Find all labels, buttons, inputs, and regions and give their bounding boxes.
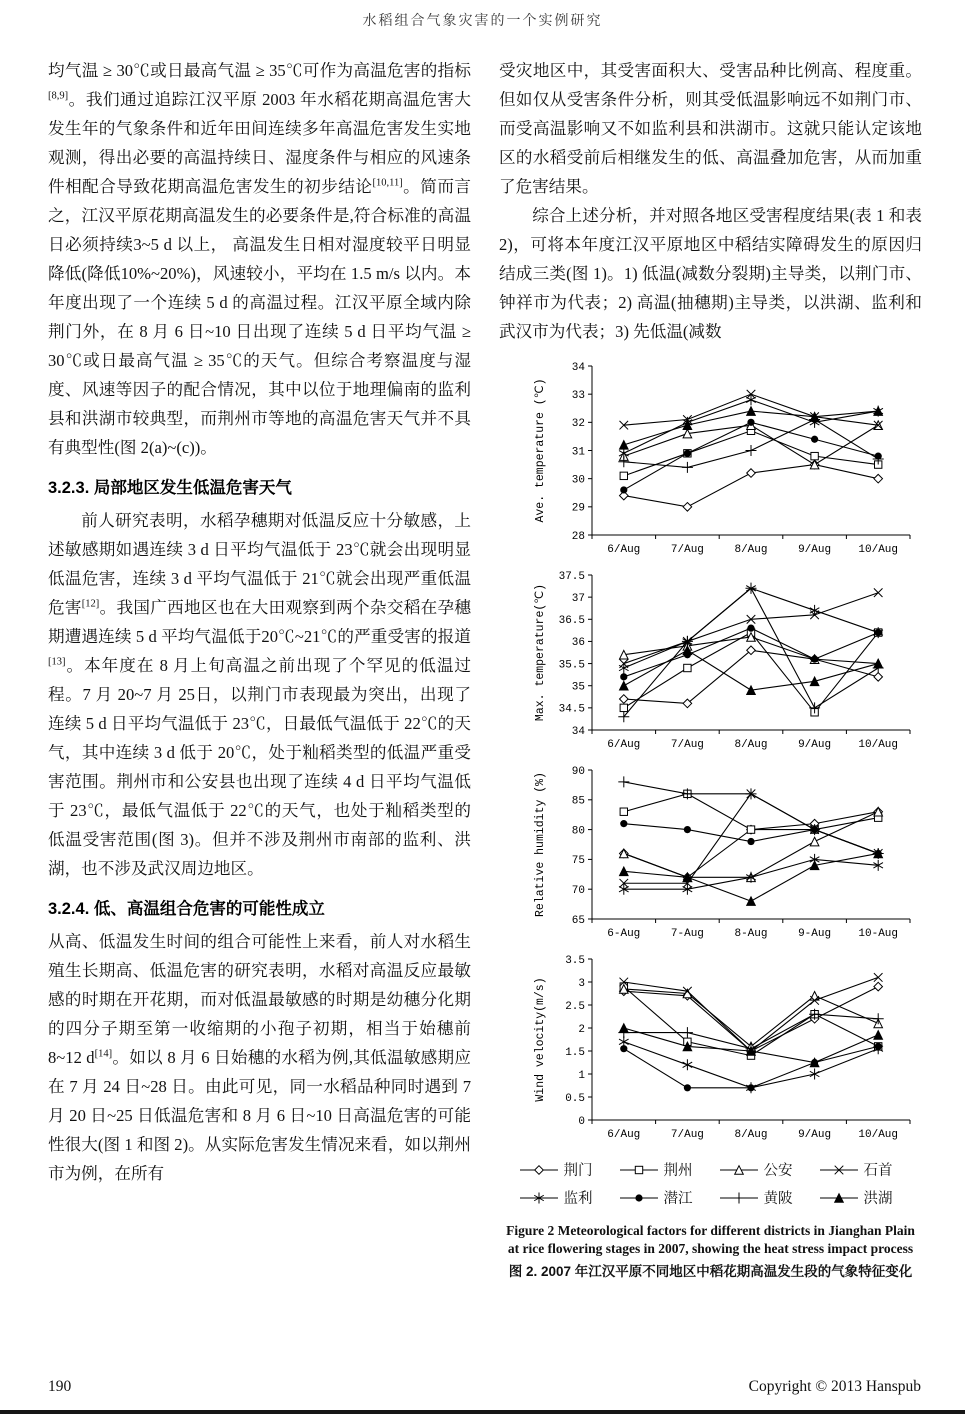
svg-text:Wind velocity(m/s): Wind velocity(m/s)	[534, 977, 547, 1102]
legend-item-triangle-filled	[819, 1187, 903, 1208]
svg-text:75: 75	[571, 855, 585, 868]
svg-text:9-Aug: 9-Aug	[798, 928, 832, 940]
chart-relative-humidity	[530, 760, 922, 946]
plus-marker-icon	[719, 1191, 759, 1205]
svg-text:37.5: 37.5	[558, 570, 585, 583]
svg-text:6/Aug: 6/Aug	[607, 544, 641, 556]
paragraph-combined-damage: 从高、低温发生时间的组合可能性上来看，前人对水稻生殖生长期高、低温危害的研究表明，水稻对高温反应最敏感的时期在开花期，而对低温最敏感的时期是幼穗分化期的四分子期至第一收缩期的小孢子初期，相当于始穗前 8~12 d[14]。如以 8 月 6 日始穗的水稻为例,其低温敏感期应在 7 月 24 日~28 日。由此可见，同一水稻品种同时遇到 7 月 20 日~25 日低温危害和 8 月 6 日~10 日高温危害的可能性很大(图 1 和图 2)。从实际危害发生情况来看，如以荆州市为例，在所有	[48, 932, 471, 1183]
svg-text:1: 1	[578, 1069, 585, 1082]
legend-label: 公安	[763, 1163, 793, 1179]
svg-text:9/Aug: 9/Aug	[798, 739, 832, 751]
legend-item-asterisk	[519, 1187, 603, 1208]
svg-text:3: 3	[578, 977, 585, 990]
svg-text:2.5: 2.5	[565, 1000, 585, 1013]
figure-caption-zh: 图 2. 2007 年江汉平原不同地区中稻花期高温发生段的气象特征变化	[508, 1263, 913, 1279]
svg-text:7-Aug: 7-Aug	[670, 928, 704, 940]
svg-text:70: 70	[571, 885, 585, 897]
svg-text:80: 80	[571, 825, 585, 838]
copyright-text: Copyright © 2013 Hanspub	[748, 1378, 921, 1395]
svg-text:35: 35	[571, 681, 585, 694]
legend-label: 荆门	[563, 1163, 593, 1179]
legend-item-plus	[719, 1187, 803, 1208]
svg-text:9/Aug: 9/Aug	[798, 1129, 832, 1141]
legend-item-diamond	[519, 1159, 603, 1180]
svg-text:6/Aug: 6/Aug	[607, 1129, 641, 1141]
svg-text:9/Aug: 9/Aug	[798, 544, 832, 556]
chart-max-temperature-container	[530, 565, 922, 757]
legend-label: 洪湖	[863, 1191, 893, 1207]
svg-text:33: 33	[571, 389, 585, 402]
svg-text:35.5: 35.5	[558, 659, 585, 672]
chart-relative-humidity-container	[530, 760, 922, 946]
svg-text:Ave. temperature (℃): Ave. temperature (℃)	[534, 378, 547, 523]
svg-text:36: 36	[571, 637, 585, 650]
section-heading-3-2-4: 3.2.4. 低、高温组合危害的可能性成立	[48, 900, 325, 918]
svg-text:6/Aug: 6/Aug	[607, 739, 641, 751]
svg-text:1.5: 1.5	[565, 1046, 585, 1059]
figure-legend	[499, 1159, 922, 1208]
triangle-marker-icon	[719, 1163, 759, 1177]
legend-label: 黄陂	[763, 1191, 793, 1207]
svg-text:65: 65	[571, 914, 585, 927]
svg-text:0.5: 0.5	[565, 1092, 585, 1105]
paragraph-high-temp-criteria: 均气温 ≥ 30℃或日最高气温 ≥ 35℃可作为高温危害的指标[8,9]。我们通过追踪江汉平原 2003 年水稻花期高温危害大发生年的气象条件和近年田间连续多年高温危害发生实地观测，得出必要的高温持续日、湿度条件与相应的风速条件相配合导致花期高温危害发生的初步结论[10,11]。简而言之，江汉平原花期高温发生的必要条件是,符合标准的高温日必须持续3~5 d 以上， 高温发生日相对湿度较平日明显降低(降低10%~20%)，风速较小，平均在 1.5 m/s 以内。本年度出现了一个连续 5 d 的高温过程。江汉平原全域内除荆门外，在 8 月 6 日~10 日出现了连续 5 d 日平均气温 ≥ 30℃或日最高气温 ≥ 35℃的天气。但综合考察温度与湿度、风速等因子的配合情况，其中以位于地理偏南的监利县和洪湖市较典型，而荆州市等地的高温危害天气并不具有典型性(图 2(a)~(c))。	[48, 61, 472, 457]
legend-item-square	[619, 1159, 703, 1180]
paragraph-affected-area: 受灾地区中，其受害面积大、受害品种比例高、程度重。但如仅从受害条件分析，则其受低温影响远不如荆门市、而受高温影响又不如监利县和洪湖市。这就只能认定该地区的水稻受前后相继发生的低、高温叠加危害，从而加重了危害结果。	[499, 61, 922, 196]
svg-text:10-Aug: 10-Aug	[858, 928, 899, 940]
chart-max-temperature	[530, 565, 922, 757]
svg-text:Relative humidity (%): Relative humidity (%)	[534, 772, 547, 917]
running-head	[0, 0, 965, 30]
chart-ave-temperature	[530, 356, 922, 562]
svg-text:34.5: 34.5	[558, 703, 585, 716]
square-marker-icon	[619, 1163, 659, 1177]
page-footer	[48, 1378, 921, 1396]
svg-text:10/Aug: 10/Aug	[858, 739, 899, 751]
svg-text:32: 32	[571, 418, 585, 431]
figure-caption	[499, 1222, 922, 1282]
legend-label: 石首	[863, 1163, 893, 1179]
svg-text:7/Aug: 7/Aug	[670, 1129, 704, 1141]
legend-label: 监利	[563, 1191, 593, 1207]
section-heading-3-2-3: 3.2.3. 局部地区发生低温危害天气	[48, 479, 292, 497]
left-column	[48, 56, 471, 1188]
legend-item-circle-filled	[619, 1187, 703, 1208]
svg-text:37: 37	[571, 592, 585, 605]
bottom-rule	[0, 1410, 965, 1414]
svg-text:29: 29	[571, 502, 585, 515]
svg-text:30: 30	[571, 474, 585, 487]
chart-wind-velocity	[530, 949, 922, 1147]
svg-text:8/Aug: 8/Aug	[734, 739, 768, 751]
chart-wind-velocity-container	[530, 949, 922, 1147]
figure-2	[499, 356, 922, 1282]
chart-ave-temperature-container	[530, 356, 922, 562]
svg-text:8/Aug: 8/Aug	[734, 1129, 768, 1141]
two-column-body	[0, 30, 965, 1282]
paragraph-classification: 综合上述分析，并对照各地区受害程度结果(表 1 和表 2)，可将本年度江汉平原地区中稻结实障碍发生的原因归结成三类(图 1)。1) 低温(减数分裂期)主导类，以荆门市、钟祥市为代表；2) 高温(抽穗期)主导类，以洪湖、监利和武汉市为代表；3) 先低温(减数	[499, 206, 922, 341]
svg-text:34: 34	[571, 361, 585, 374]
svg-text:28: 28	[571, 530, 585, 543]
running-title: 水稻组合气象灾害的一个实例研究	[362, 14, 603, 29]
svg-text:10/Aug: 10/Aug	[858, 1129, 899, 1141]
legend-label: 荆州	[663, 1163, 693, 1179]
svg-text:36.5: 36.5	[558, 615, 585, 628]
paragraph-low-temp-damage: 前人研究表明，水稻孕穗期对低温反应十分敏感，上述敏感期如遇连续 3 d 日平均气温低于 23℃就会出现明显低温危害，连续 3 d 平均气温低于 21℃就会出现严重低温危害[12]。我国广西地区也在大田观察到两个杂交稻在孕穗期遭遇连续 5 d 平均气温低于20℃~21℃的严重受害的报道[13]。本年度在 8 月上旬高温之前出现了个罕见的低温过程。7 月 20~7 月 25日，以荆门市表现最为突出，出现了连续 5 d 日平均气温低于 23℃，日最低气温低于 22℃的天气，其中连续 3 d 低于 20℃，处于籼稻类型的低温严重受害范围。荆州市和公安县也出现了连续 4 d 日平均气温低于 23℃，最低气温低于 22℃的天气，也处于籼稻类型的低温受害范围(图 3)。但并不涉及荆州市南部的监利、洪湖，也不涉及武汉周边地区。	[48, 511, 472, 878]
legend-item-triangle	[719, 1159, 803, 1180]
svg-text:34: 34	[571, 725, 585, 738]
svg-text:3.5: 3.5	[565, 954, 585, 967]
svg-text:7/Aug: 7/Aug	[670, 544, 704, 556]
page-number: 190	[48, 1378, 72, 1395]
svg-text:8/Aug: 8/Aug	[734, 544, 768, 556]
svg-text:85: 85	[571, 795, 585, 808]
legend-item-x	[819, 1159, 903, 1180]
svg-text:8-Aug: 8-Aug	[734, 928, 768, 940]
svg-text:7/Aug: 7/Aug	[670, 739, 704, 751]
circle-filled-marker-icon	[619, 1191, 659, 1205]
diamond-marker-icon	[519, 1163, 559, 1177]
svg-text:10/Aug: 10/Aug	[858, 544, 899, 556]
svg-text:2: 2	[578, 1023, 585, 1036]
triangle-filled-marker-icon	[819, 1191, 859, 1205]
x-marker-icon	[819, 1163, 859, 1177]
figure-charts	[499, 356, 922, 1147]
svg-text:Max. temperature(℃): Max. temperature(℃)	[534, 583, 547, 722]
asterisk-marker-icon	[519, 1191, 559, 1205]
legend-label: 潜江	[663, 1191, 693, 1207]
right-column	[499, 56, 922, 1282]
figure-caption-en: Figure 2 Meteorological factors for different districts in Jianghan Plain at rice flowering stages in 2007, showing the heat stress impact process	[506, 1223, 915, 1256]
svg-text:31: 31	[571, 446, 585, 459]
svg-text:6-Aug: 6-Aug	[607, 928, 641, 940]
svg-text:90: 90	[571, 765, 585, 778]
svg-text:0: 0	[578, 1115, 585, 1128]
